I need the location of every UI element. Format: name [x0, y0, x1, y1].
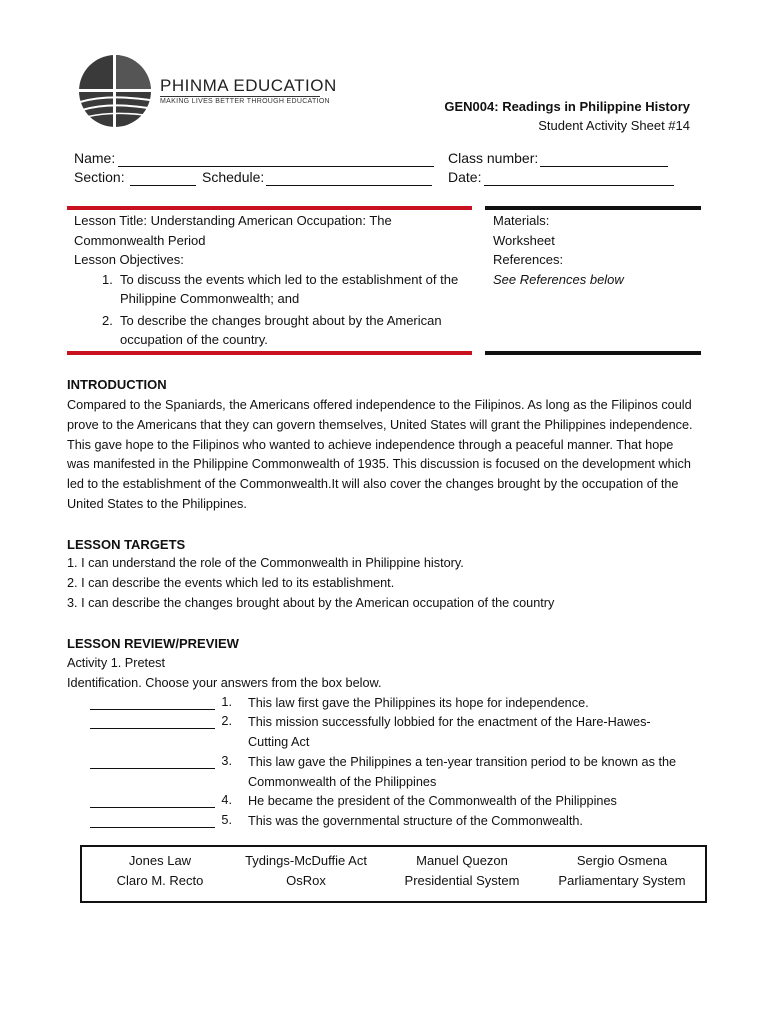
introduction-paragraph: Compared to the Spaniards, the Americans offered independence to the Filipinos. As long as the Filipinos could prove to the Americans that they can govern themselves, United States will grant the Philippines independence. This gave hope to the Filipinos who wanted to achieve independence through a peaceful manner. That hope was manifested in the Philippine Commonwealth of 1935. This discussion is focused on the development which led to the establishment of the Commonwealth.It will also cover the changes brought by the occupation of the United States to the Philippines.: [67, 398, 693, 511]
question-number: 5.: [221, 813, 232, 827]
choice-item: Tydings-McDuffie Act: [245, 853, 367, 868]
logo-icon: [78, 54, 153, 129]
objectives-label: Lesson Objectives:: [74, 252, 184, 267]
activity-title: Activity 1. Pretest: [67, 656, 166, 670]
answer-blank-3[interactable]: [90, 768, 215, 769]
lesson-top-rule: [67, 206, 472, 210]
question-text: He became the president of the Commonwealth of the Philippines: [248, 794, 617, 808]
logo-rule: [160, 96, 320, 97]
lesson-block: [74, 211, 474, 350]
date-label: Date:: [448, 169, 482, 185]
sheet-title: Student Activity Sheet #14: [538, 118, 690, 133]
target-item: 2. I can describe the events which led to its establishment.: [67, 576, 395, 590]
question-number: 1.: [221, 695, 232, 709]
question-text: This mission successfully lobbied for the enactment of the Hare-Hawes- Cutting Act: [248, 715, 651, 749]
course-title: GEN004: Readings in Philippine History: [444, 99, 690, 114]
phinma-logo: [78, 54, 153, 129]
choice-item: OsRox: [286, 873, 326, 888]
question-number: 2.: [221, 714, 232, 728]
materials-value: Worksheet: [493, 232, 555, 248]
review-heading: LESSON REVIEW/PREVIEW: [67, 636, 239, 651]
question-text: This law gave the Philippines a ten-year transition period to be known as the Commonwealth of the Philippines: [248, 755, 677, 789]
target-item: 3. I can describe the changes brought about by the American occupation of the country: [67, 596, 555, 610]
choice-item: Claro M. Recto: [116, 873, 204, 888]
lesson-title-line1: Lesson Title: Understanding American Occupation: The: [74, 213, 392, 228]
question-number: 4.: [221, 793, 232, 807]
choice-item: Jones Law: [128, 853, 192, 868]
lesson-bottom-rule: [67, 351, 472, 355]
introduction-heading: INTRODUCTION: [67, 377, 167, 392]
materials-label: Materials:: [493, 213, 550, 228]
objective-item: 1. To discuss the events which led to the establishment of the Philippine Commonwealth; and: [102, 271, 459, 306]
references-label: References:: [493, 252, 564, 267]
question-text: This was the governmental structure of the Commonwealth.: [248, 814, 583, 828]
question-number: 3.: [221, 754, 232, 768]
activity-instruction: Identification. Choose your answers from the box below.: [67, 676, 382, 690]
choice-item: Manuel Quezon: [416, 853, 508, 868]
date-field[interactable]: [484, 185, 674, 186]
name-field[interactable]: [118, 166, 434, 167]
objective-item: 2. To describe the changes brought about by the American occupation of the country.: [102, 312, 442, 347]
schedule-field[interactable]: [266, 185, 432, 186]
target-item: 1. I can understand the role of the Commonwealth in Philippine history.: [67, 556, 464, 570]
answer-blank-4[interactable]: [90, 807, 215, 808]
org-tagline: MAKING LIVES BETTER THROUGH EDUCATION: [160, 98, 330, 105]
question-text: This law first gave the Philippines its hope for independence.: [248, 696, 589, 710]
choice-item: Parliamentary System: [558, 873, 686, 888]
name-label: Name:: [74, 150, 116, 166]
class-number-field[interactable]: [540, 166, 668, 167]
lesson-title-line2: Commonwealth Period: [74, 232, 206, 248]
choice-item: Sergio Osmena: [576, 853, 668, 868]
answer-blank-5[interactable]: [90, 827, 215, 828]
schedule-label: Schedule:: [202, 169, 265, 185]
class-number-label: Class number:: [448, 150, 539, 166]
answer-choices-box: [80, 845, 707, 903]
section-field[interactable]: [130, 185, 196, 186]
choice-item: Presidential System: [404, 873, 520, 888]
answer-blank-1[interactable]: [90, 709, 215, 710]
materials-bottom-rule: [485, 351, 701, 355]
section-label: Section:: [74, 169, 125, 185]
materials-top-rule: [485, 206, 701, 210]
references-value: See References below: [493, 271, 624, 287]
targets-heading: LESSON TARGETS: [67, 537, 186, 552]
answer-blank-2[interactable]: [90, 728, 215, 729]
org-name: PHINMA EDUCATION: [160, 76, 337, 95]
materials-block: [493, 211, 703, 289]
